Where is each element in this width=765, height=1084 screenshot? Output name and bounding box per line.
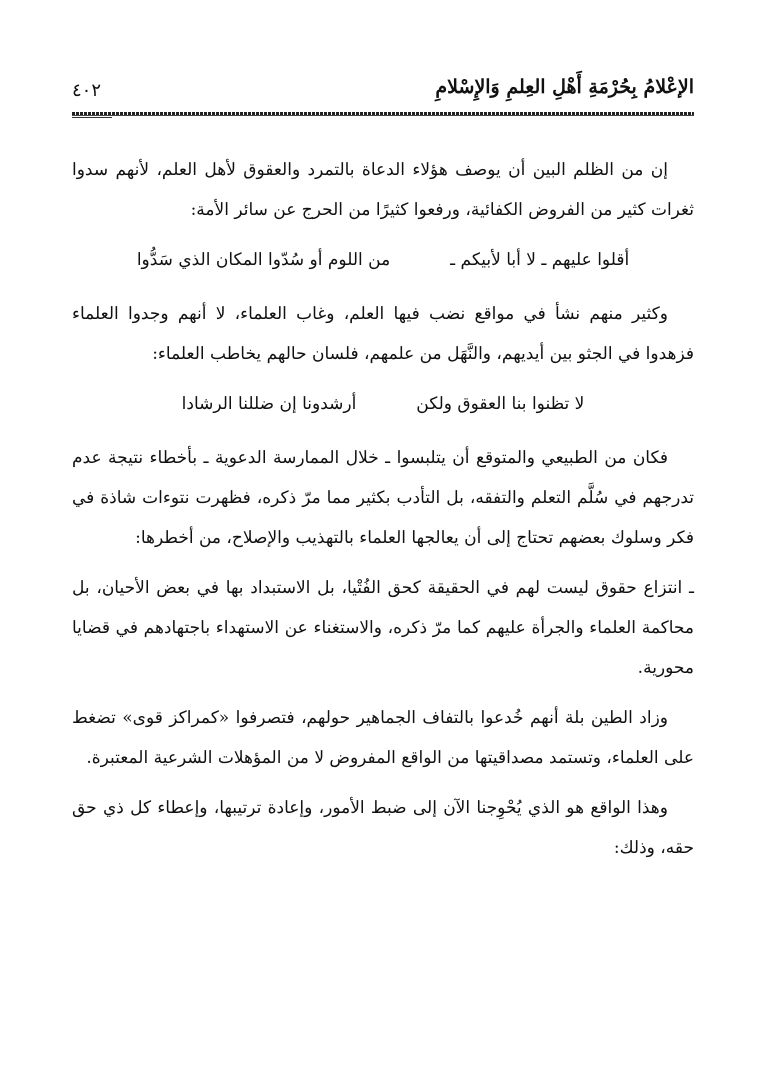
verse-1 (72, 240, 694, 280)
header-divider (72, 112, 694, 116)
paragraph-6: وهذا الواقع هو الذي يُحْوِجنا الآن إلى ضبط الأمور، وإعادة ترتيبها، وإعطاء كل ذي حق حقه، وذلك: (72, 798, 694, 858)
page-body (72, 150, 694, 878)
page-number: ٤٠٢ (72, 80, 102, 101)
verse-2-first-hemistich: لا تظنوا بنا العقوق ولكن (416, 394, 585, 414)
paragraph-3: فكان من الطبيعي والمتوقع أن يتلبسوا ـ خلال الممارسة الدعوية ـ بأخطاء نتيجة عدم تدرجهم في سُلَّم التعلم والتفقه، بل التأدب بكثير مما مرّ ذكره، فظهرت نتوءات شاذة في فكر وسلوك بعضهم تحتاج إلى أن يعالجها العلماء بالتهذيب والإصلاح، من أخطرها: (72, 448, 694, 548)
paragraph-5: وزاد الطين بلة أنهم خُدعوا بالتفاف الجماهير حولهم، فتصرفوا «كمراكز قوى» تضغط على العلماء، وتستمد مصداقيتها من الواقع المفروض لا من المؤهلات الشرعية المعتبرة. (72, 708, 694, 768)
verse-2-second-hemistich: أرشدونا إن ضللنا الرشادا (181, 394, 357, 414)
running-header (72, 72, 694, 106)
paragraph-1: إن من الظلم البين أن يوصف هؤلاء الدعاة بالتمرد والعقوق لأهل العلم، لأنهم سدوا ثغرات كثير من الفروض الكفائية، ورفعوا كثيرًا من الحرج عن سائر الأمة: (72, 160, 694, 220)
verse-1-second-hemistich: من اللوم أو سُدّوا المكان الذي سَدُّوا (136, 250, 391, 270)
paragraph-4: ـ انتزاع حقوق ليست لهم في الحقيقة كحق الفُتْيا، بل الاستبداد بها في بعض الأحيان، بل محاكمة العلماء والجرأة عليهم كما مرّ ذكره، والاستغناء عن الاستهداء باجتهادهم في قضايا محورية. (72, 578, 694, 678)
book-title: الإعْلامُ بِحُرْمَةِ أَهْلِ العِلمِ وَالإِسْلامِ (435, 76, 694, 98)
header-divider-accent (72, 117, 112, 118)
verse-2 (72, 384, 694, 424)
paragraph-2: وكثير منهم نشأ في مواقع نضب فيها العلم، وغاب العلماء، لا أنهم وجدوا العلماء فزهدوا في الجثو بين أيديهم، والنَّهَل من علمهم، فلسان حالهم يخاطب العلماء: (72, 304, 694, 364)
verse-1-first-hemistich: أقلوا عليهم ـ لا أبا لأبيكم ـ (450, 250, 630, 270)
